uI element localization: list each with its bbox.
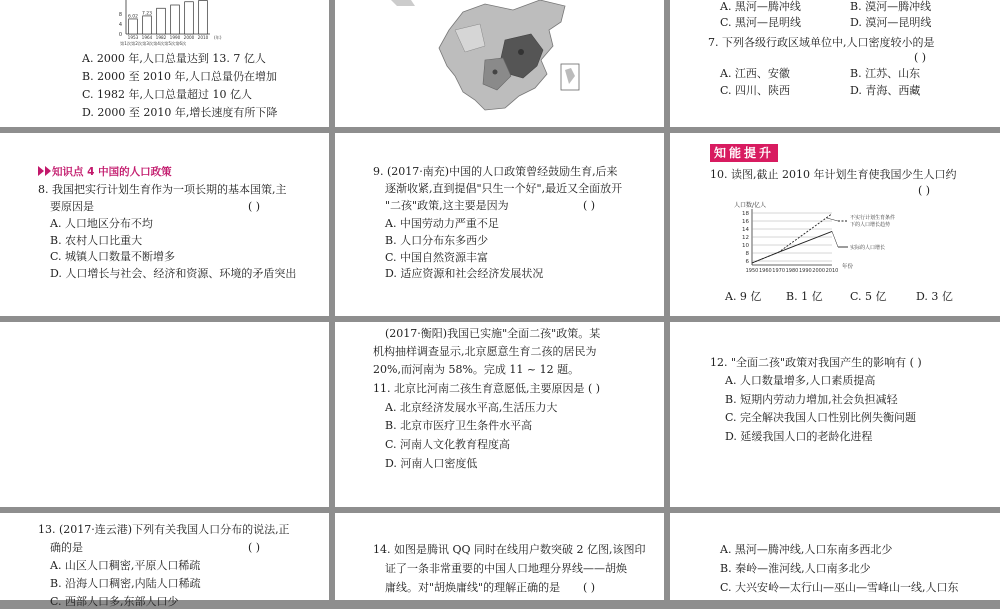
question-10: 10. 读图,截止 2010 年计划生育使我国少生人口约 [710,168,957,181]
panel-q12 [670,322,1000,507]
question-14-line1: 14. 如图是腾讯 QQ 同时在线用户数突破 2 亿图,该图印 [373,543,646,556]
panel-blank [0,322,329,507]
population-bar-chart [0,0,329,50]
intro-line3: 20%,而河南为 58%。完成 11 ~ 12 题。 [373,363,580,376]
x-tick-label: 2000 [812,268,826,274]
option-b: B. 沿海人口稠密,内陆人口稀疏 [50,577,201,590]
option-c: C. 5 亿 [850,290,887,303]
y-tick-label: 14 [742,227,749,233]
option-b: B. 1 亿 [786,290,823,303]
answer-paren[interactable]: ( ) [583,581,596,594]
intro-line1: (2017·衡阳)我国已实施"全面二孩"政策。某 [385,327,601,340]
answer-paren[interactable]: ( ) [248,541,261,554]
bar [185,2,194,34]
option-d: D. 青海、西藏 [850,84,921,97]
panel-q14-options [670,513,1000,600]
knowledge-point-label: 知识点 4 中国的人口政策 [38,165,172,179]
census-label: 第1次第2次第3次第4次第5次第6次 [120,41,187,46]
option-b: B. 农村人口比重大 [50,234,143,247]
bar [129,19,138,34]
answer-paren[interactable]: ( ) [248,200,261,213]
arrow-icon [45,166,51,176]
option-a: A. 山区人口稠密,平原人口稀疏 [50,559,201,572]
option-c: C. 西部人口多,东部人口少 [50,595,179,608]
legend-label: 下的人口增长趋势 [850,222,891,228]
x-tick-label: 1964 [141,35,153,40]
panel-q9 [335,133,664,316]
option-a: A. 人口数量增多,人口素质提高 [725,374,876,387]
y-tick-label: 18 [742,211,749,217]
option-a: A. 中国劳动力严重不足 [385,217,499,230]
bar-value-label: 6.02 [127,14,139,20]
question-8-line2: 要原因是 [50,200,94,213]
option-a: A. 北京经济发展水平高,生活压力大 [385,401,558,414]
option-a: A. 黑河—腾冲线 [720,0,801,13]
y-tick-label: 4 [118,22,122,28]
option-a: A. 2000 年,人口总量达到 13. 7 亿人 [82,52,266,65]
panel-q10 [670,133,1000,316]
y-tick-label: 16 [742,219,749,225]
legend-leader [832,231,838,247]
option-b: B. 漠河—腾冲线 [850,0,932,13]
option-c: C. 黑河—昆明线 [720,16,802,29]
option-a: A. 江西、安徽 [720,67,790,80]
x-unit-label: (年) [214,35,222,40]
question-13-line2: 确的是 [50,541,83,554]
option-c: C. 大兴安岭—太行山—巫山—雪峰山一线,人口东 [720,581,959,594]
option-c: C. 城镇人口数量不断增多 [50,250,176,263]
x-tick-label: 2010 [197,35,209,40]
question-14-line2: 证了一条非常重要的中国人口地理分界线——胡焕 [385,562,627,575]
x-tick-label: 2000 [183,35,195,40]
answer-paren[interactable]: ( ) [918,184,931,197]
y-tick-label: 10 [742,243,749,249]
x-tick-label: 1953 [127,35,139,40]
y-tick-label: 12 [742,235,749,241]
x-tick-label: 1980 [785,268,799,274]
option-a: A. 黑河—腾冲线,人口东南多西北少 [720,543,893,556]
option-d: D. 漠河—昆明线 [850,16,932,29]
x-axis-label: 年份 [842,264,854,270]
x-tick-label: 1990 [798,268,812,274]
option-d: D. 延缓我国人口的老龄化进程 [725,430,873,443]
option-d: D. 人口增长与社会、经济和资源、环境的矛盾突出 [50,267,297,280]
series-line [752,231,832,263]
legend-label: 不实行计划生育条件 [850,215,896,221]
question-8-line1: 8. 我国把实行计划生育作为一项长期的基本国策,主 [38,183,287,196]
y-tick-label: 8 [118,12,122,18]
bar [143,16,152,34]
option-b: B. 北京市医疗卫生条件水平高 [385,419,533,432]
x-tick-label: 1960 [758,268,772,274]
option-d: D. 3 亿 [916,290,953,303]
panel-q11 [335,322,664,507]
y-tick-label: 6 [745,259,749,265]
bar [171,5,180,34]
question-9-line1: 9. (2017·南充)中国的人口政策曾经鼓励生育,后来 [373,165,618,178]
x-tick-label: 1982 [155,35,167,40]
option-d: D. 适应资源和社会经济发展状况 [385,267,544,280]
question-9-line2: 逐渐收紧,直到提倡"只生一个好",最近又全面放开 [385,182,623,195]
answer-paren[interactable]: ( ) [914,51,927,64]
question-9-line3: "二孩"政策,这主要是因为 [385,199,509,212]
panel-q8 [0,133,329,316]
option-d: D. 河南人口密度低 [385,457,478,470]
panel-q13 [0,513,329,608]
question-13-line1: 13. (2017·连云港)下列有关我国人口分布的说法,正 [38,523,290,536]
option-b: B. 短期内劳动力增加,社会负担减轻 [725,393,898,406]
option-c: C. 完全解决我国人口性别比例失衡问题 [725,411,917,424]
panel-q6-q7 [670,0,1000,127]
bar [157,8,166,34]
bar [199,1,208,35]
question-7: 7. 下列各级行政区域单位中,人口密度较小的是 [708,36,935,49]
option-c: C. 河南人文化教育程度高 [385,438,511,451]
y-axis-label: 人口数/亿人 [734,202,767,209]
option-c: C. 中国自然资源丰富 [385,251,489,264]
bar-value-label: 7.23 [141,11,153,17]
option-d: D. 2000 至 2010 年,增长速度有所下降 [82,106,278,119]
arrow-icon [38,166,44,176]
x-tick-label: 1970 [772,268,786,274]
question-11: 11. 北京比河南二孩生育意愿低,主要原因是 ( ) [373,382,601,395]
option-b: B. 人口分布东多西少 [385,234,489,247]
china-population-map [335,0,664,127]
y-tick-label: 8 [745,251,749,257]
x-tick-label: 1990 [169,35,181,40]
y-tick-label: 0 [118,32,122,38]
option-c: C. 1982 年,人口总量超过 10 亿人 [82,88,252,101]
panel-q14 [335,513,664,600]
answer-paren[interactable]: ( ) [583,199,596,212]
panel-q5 [0,0,329,127]
option-b: B. 2000 至 2010 年,人口总量仍在增加 [82,70,278,83]
legend-label: 实际的人口增长 [850,245,886,251]
panel-map [335,0,664,127]
question-14-line3: 庸线。对"胡焕庸线"的理解正确的是 [385,581,561,594]
option-a: A. 人口地区分布不均 [50,217,153,230]
intro-line2: 机构抽样调查显示,北京愿意生育二孩的居民为 [373,345,597,358]
option-b: B. 江苏、山东 [850,67,921,80]
option-b: B. 秦岭—淮河线,人口南多北少 [720,562,871,575]
option-c: C. 四川、陕西 [720,84,791,97]
x-tick-label: 2010 [825,268,839,274]
question-12: 12. "全面二孩"政策对我国产生的影响有 ( ) [710,356,922,369]
legend-leader [826,218,838,221]
option-a: A. 9 亿 [725,290,762,303]
section-badge: 知能提升 [710,144,778,162]
population-line-chart [730,199,970,287]
x-tick-label: 1950 [745,268,759,274]
